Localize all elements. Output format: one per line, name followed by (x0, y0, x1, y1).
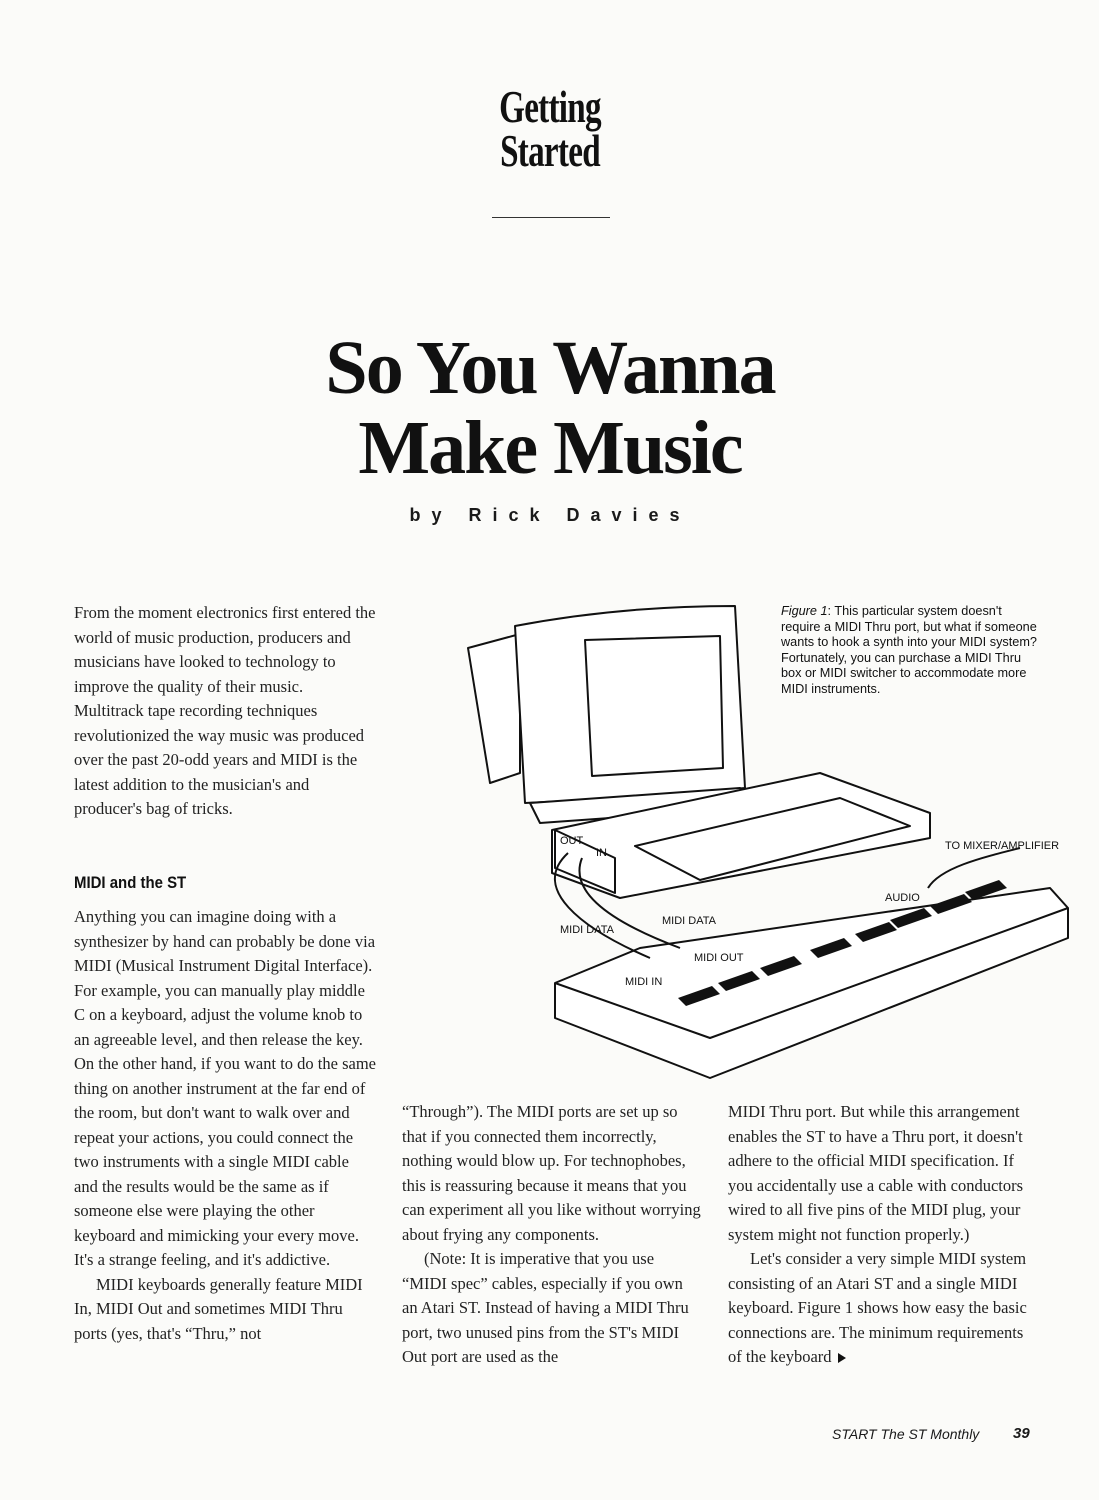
column-1-continued (74, 905, 376, 1346)
label-in: IN (596, 847, 607, 859)
section-title-line1: Getting (499, 81, 601, 132)
monitor-screen (585, 636, 723, 776)
label-midi-data-right: MIDI DATA (662, 915, 716, 927)
intro-paragraph: From the moment electronics first entered the world of music production, producers and musicians have looked to technology to improve the quality of their music. Multitrack tape recording techniques revolutionized the way music was produced over the past 20-odd years and MIDI is the latest addition to the musician's and producer's bag of tricks. (74, 603, 376, 818)
column-3 (728, 1100, 1033, 1370)
paragraph-6 (728, 1247, 1033, 1370)
paragraph-6-text: Let's consider a very simple MIDI system consisting of an Atari ST and a single MIDI keyboard. Figure 1 shows how easy the basic connections are. The minimum requirements of the keyboard (728, 1249, 1027, 1366)
byline: by Rick Davies (409, 505, 691, 525)
label-midi-in: MIDI IN (625, 976, 663, 988)
page-number: 39 (1013, 1425, 1030, 1442)
continue-arrow-icon (838, 1353, 846, 1363)
monitor-back (468, 634, 520, 783)
column-1 (74, 601, 376, 822)
footer-publication: START The ST Monthly (832, 1426, 980, 1442)
column-2 (402, 1100, 702, 1370)
label-midi-data-left: MIDI DATA (560, 924, 614, 936)
label-out: OUT (560, 835, 584, 847)
section-title-line2: Started (500, 125, 600, 176)
article-title (200, 328, 900, 488)
figure-label: Figure 1 (781, 604, 828, 618)
article-title-line1: So You Wanna (325, 326, 775, 410)
label-to-mixer: TO MIXER/AMPLIFIER (945, 840, 1060, 852)
section-rule (492, 217, 610, 218)
midi-setup-illustration (460, 598, 1080, 1088)
label-midi-out: MIDI OUT (694, 952, 744, 964)
paragraph-1: Anything you can imagine doing with a synthesizer by hand can probably be done via MIDI (Musical Instrument Digital Interface). For example, you can manually play middle C on a keyboard, adjust the volume knob to an agreeable level, and then release the key. On the other hand, if you want to do the same thing on another instrument at the far end of the room, but don't want to walk over and repeat your actions, you could connect the two instruments with a single MIDI cable and the results would be the same as if someone else were playing the other keyboard and mimicking your every move. It's a strange feeling, and it's addictive. (74, 907, 376, 1269)
paragraph-3: “Through”). The MIDI ports are set up so that if you connected them incorrectly, nothing would blow up. For technophobes, this is reassuring because it means that you can experiment all you like without worrying about frying any components. (402, 1102, 701, 1244)
paragraph-2: MIDI keyboards generally feature MIDI In, MIDI Out and sometimes MIDI Thru ports (yes, that's “Thru,” not (74, 1274, 363, 1343)
paragraph-5: MIDI Thru port. But while this arrangement enables the ST to have a Thru port, it doesn't adhere to the official MIDI specification. If you accidentally use a cable with conductors wired to all five pins of the MIDI plug, your system might not function properly.) (728, 1102, 1024, 1244)
paragraph-4: (Note: It is imperative that you use “MIDI spec” cables, especially if you own an Atari ST. Instead of having a MIDI Thru port, two unused pins from the ST's MIDI Out port are used as the (402, 1249, 689, 1366)
label-audio: AUDIO (885, 892, 920, 904)
figure-caption-text: : This particular system doesn't require a MIDI Thru port, but what if someone wants to hook a synth into your MIDI system? Fortunately, you can purchase a MIDI Thru box or MIDI switcher to accommodate more MIDI instruments. (781, 604, 1037, 696)
section-title (492, 81, 607, 176)
article-title-line2: Make Music (358, 406, 742, 490)
subhead-midi-and-st: MIDI and the ST (74, 873, 187, 892)
